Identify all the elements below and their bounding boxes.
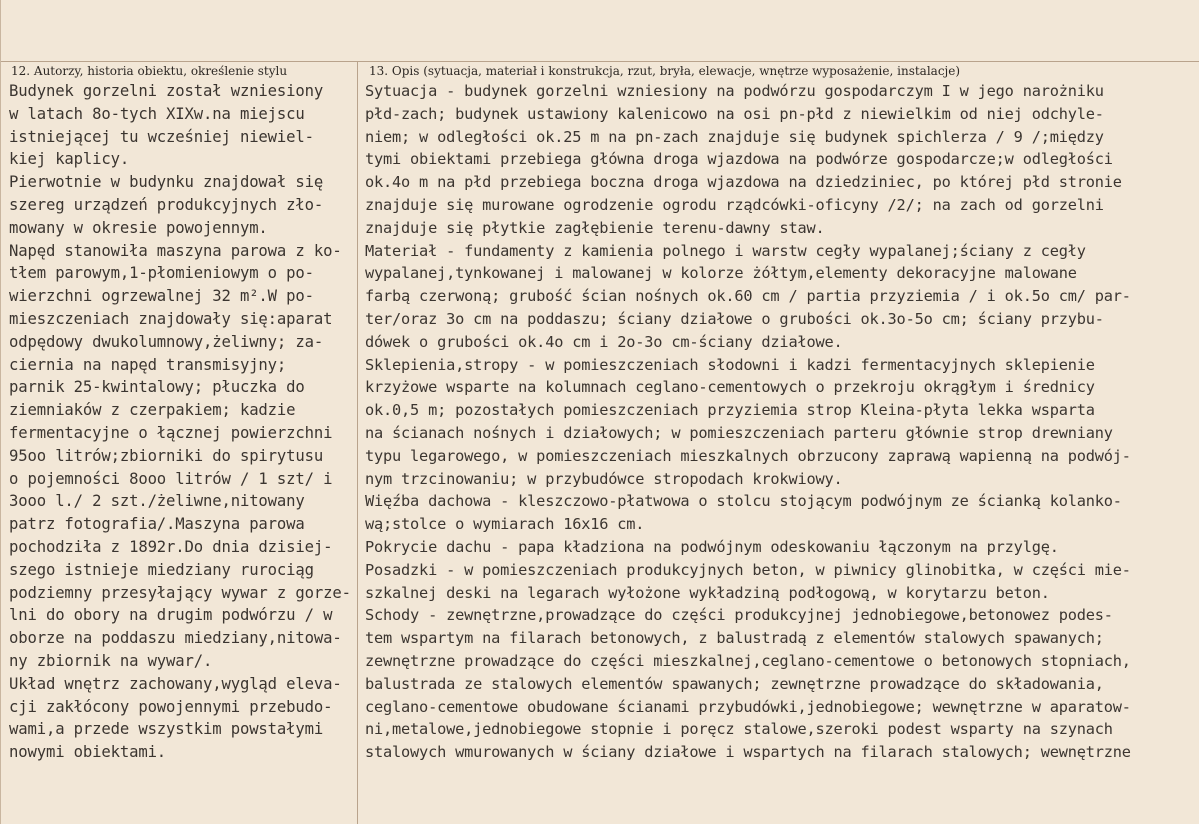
text-line: lni do obory na drugim podwórzu / w (9, 606, 333, 625)
text-line: ni,metalowe,jednobiegowe stopnie i poręcz stalowe,szeroki podest wsparty na szynach (365, 720, 1113, 739)
text-line: tymi obiektami przebiega główna droga wjazdowa na podwórze gospodarcze;w odległości (365, 150, 1113, 169)
text-line: kiej kaplicy. (9, 150, 130, 169)
text-line: ciernia na napęd transmisyjny; (9, 355, 287, 374)
text-line: tem wspartym na filarach betonowych, z balustradą z elementów stalowych spawanych; (365, 629, 1104, 648)
text-line: dówek o grubości ok.4o cm i 2o-3o cm-ściany działowe. (365, 332, 843, 351)
text-line: pochodziła z 1892r.Do dnia dzisiej- (9, 537, 333, 556)
text-line: ceglano-cementowe obudowane ścianami przybudówki,jednobiegowe; wewnętrzne w aparatow- (365, 697, 1131, 716)
text-line: Sytuacja - budynek gorzelni wzniesiony na podwórzu gospodarczym I w jego narożniku (365, 82, 1104, 100)
text-line: balustrada ze stalowych elementów spawanych; zewnętrzne prowadzące do składowania, (365, 674, 1104, 693)
text-line: nym trzcinowaniu; w przybudówce stropodach krokwiowy. (365, 469, 843, 488)
text-line: mowany w okresie powojennym. (9, 218, 268, 237)
text-line: wami,a przede wszystkim powstałymi (9, 720, 324, 739)
text-line: Schody - zewnętrzne,prowadzące do części produkcyjnej jednobiegowe,betonowez podes- (365, 606, 1113, 625)
text-line: ok.4o m na płd przebiega boczna droga wjazdowa na dziedziniec, po której płd stronie (365, 173, 1122, 192)
text-line: szkalnej deski na legarach wyłożone wykładziną podłogową, w korytarzu beton. (365, 583, 1050, 602)
text-line: parnik 25-kwintalowy; płuczka do (9, 378, 305, 397)
section-12-heading: 12. Autorzy, historia obiektu, określenie stylu (11, 64, 288, 78)
text-line: płd-zach; budynek ustawiony kalenicowo na osi pn-płd z niewielkim od niej odchyle- (365, 104, 1104, 123)
text-line: o pojemności 8ooo litrów / 1 szt/ i (9, 469, 333, 488)
section-12-text (9, 80, 354, 764)
text-line: wypalanej,tynkowanej i malowanej w kolorze żółtym,elementy dekoracyjne malowane (365, 264, 1077, 283)
text-line: stalowych wmurowanych w ściany działowe i wspartych na filarach stalowych; wewnętrzne (365, 743, 1131, 762)
section-13-text (365, 80, 1197, 764)
text-line: Posadzki - w pomieszczeniach produkcyjnych beton, w piwnicy glinobitka, w części mie- (365, 560, 1131, 579)
text-line: zewnętrzne prowadzące do części mieszkalnej,ceglano-cementowe o betonowych stopniach, (365, 651, 1131, 670)
column-divider (357, 62, 358, 824)
text-line: znajduje się murowane ogrodzenie ogrodu rządcówki-oficyny /2/; na zach od gorzelni (365, 195, 1104, 214)
text-line: szego istnieje miedziany rurociąg (9, 560, 314, 579)
text-line: odpędowy dwukolumnowy,żeliwny; za- (9, 332, 324, 351)
text-line: mieszczeniach znajdowały się:aparat (9, 309, 333, 328)
text-line: 95oo litrów;zbiorniki do spirytusu (9, 446, 324, 465)
text-line: niem; w odległości ok.25 m na pn-zach znajduje się budynek spichlerza / 9 /;między (365, 127, 1104, 146)
text-line: ny zbiornik na wywar/. (9, 651, 213, 670)
text-line: szereg urządzeń produkcyjnych zło- (9, 195, 324, 214)
text-line: Pokrycie dachu - papa kładziona na podwójnym odeskowaniu łączonym na przylgę. (365, 537, 1059, 556)
text-line: fermentacyjne o łącznej powierzchni (9, 423, 333, 442)
text-line: Materiał - fundamenty z kamienia polnego i warstw cegły wypalanej;ściany z cegły (365, 241, 1086, 260)
text-line: farbą czerwoną; grubość ścian nośnych ok.60 cm / partia przyziemia / i ok.5o cm/ par- (365, 287, 1131, 306)
section-13-heading: 13. Opis (sytuacja, materiał i konstrukcja, rzut, bryła, elewacje, wnętrze wyposażenie, instalacje) (369, 64, 961, 78)
text-line: w latach 8o-tych XIXw.na miejscu (9, 104, 305, 123)
text-line: oborze na poddaszu miedziany,nitowa- (9, 629, 342, 648)
text-line: istniejącej tu wcześniej niewiel- (9, 127, 314, 146)
text-line: Układ wnętrz zachowany,wygląd eleva- (9, 674, 342, 693)
text-line: znajduje się płytkie zagłębienie terenu-dawny staw. (365, 218, 825, 237)
text-line: cji zakłócony powojennymi przebudo- (9, 697, 333, 716)
text-line: wierzchni ogrzewalnej 32 m².W po- (9, 287, 314, 306)
text-line: ziemniaków z czerpakiem; kadzie (9, 401, 296, 420)
text-line: Budynek gorzelni został wzniesiony (9, 82, 324, 100)
text-line: podziemny przesyłający wywar z gorze- (9, 583, 351, 602)
text-line: ter/oraz 3o cm na poddaszu; ściany działowe o grubości ok.3o-5o cm; ściany przybu- (365, 309, 1104, 328)
text-line: ok.0,5 m; pozostałych pomieszczeniach przyziemia strop Kleina-płyta lekka wsparta (365, 401, 1095, 420)
text-line: patrz fotografia/.Maszyna parowa (9, 515, 305, 534)
text-line: Więźba dachowa - kleszczowo-płatwowa o stolcu stojącym podwójnym ze ścianką kolanko- (365, 492, 1122, 511)
text-line: nowymi obiektami. (9, 743, 167, 762)
text-line: typu legarowego, w pomieszczeniach mieszkalnych obrzucony zaprawą wapienną na podwój- (365, 446, 1131, 465)
text-line: Pierwotnie w budynku znajdował się (9, 173, 324, 192)
top-rule (1, 61, 1199, 62)
text-line: Napęd stanowiła maszyna parowa z ko- (9, 241, 342, 260)
text-line: tłem parowym,1-płomieniowym o po- (9, 264, 314, 283)
text-line: wą;stolce o wymiarach 16x16 cm. (365, 515, 645, 534)
text-line: Sklepienia,stropy - w pomieszczeniach słodowni i kadzi fermentacyjnych sklepienie (365, 355, 1095, 374)
text-line: 3ooo l./ 2 szt./żeliwne,nitowany (9, 492, 305, 511)
text-line: na ścianach nośnych i działowych; w pomieszczeniach parteru głównie strop drewniany (365, 423, 1113, 442)
text-line: krzyżowe wsparte na kolumnach ceglano-cementowych o przekroju okrągłym i średnicy (365, 378, 1095, 397)
